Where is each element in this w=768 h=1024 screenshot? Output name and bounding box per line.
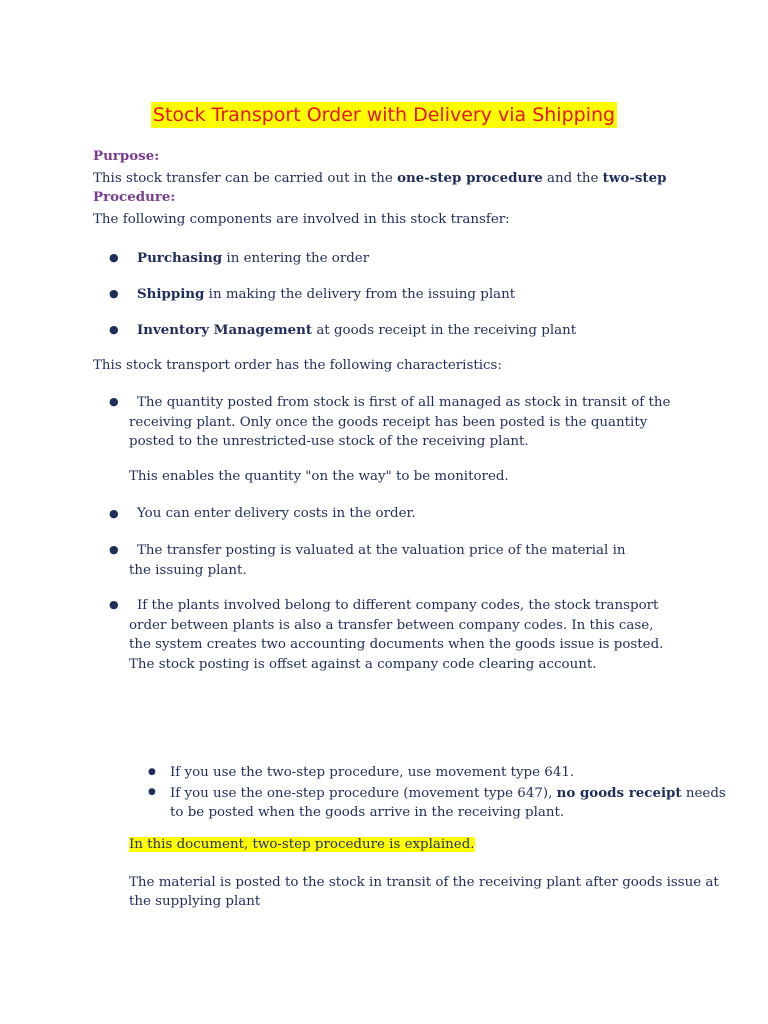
purpose-text-2: and the <box>542 171 603 186</box>
bullet-dot: ● <box>109 543 119 556</box>
bullet-dot: ● <box>148 767 156 777</box>
component-item <box>137 286 515 302</box>
characteristic-paragraph: If the plants involved belong to different company codes, the stock transport order between plants is also a transfer between company codes. In this case, the system creates two accounting documents when the goods issue is posted. The stock posting is offset against a company code clearing account. <box>129 598 664 672</box>
closing-line-2: the supplying plant <box>129 894 261 909</box>
highlight-note <box>129 837 475 852</box>
bullet-dot: ● <box>109 251 119 264</box>
purpose-line <box>93 170 666 186</box>
purpose-label: Purpose: <box>93 148 160 164</box>
characteristic-paragraph: The quantity posted from stock is first of all managed as stock in transit of the receiving plant. Only once the goods receipt has been posted is the quantity posted to the unrestricted-use stock of the receiving plant. <box>129 395 671 449</box>
component-bold: Shipping <box>137 286 205 302</box>
component-item <box>137 322 576 338</box>
bullet-dot: ● <box>109 287 119 300</box>
movement-text-b: needs <box>681 786 726 801</box>
movement-item-1: If you use the two-step procedure, use movement type 641. <box>170 765 575 780</box>
component-bold: Purchasing <box>137 250 223 266</box>
characteristic-paragraph: The transfer posting is valuated at the valuation price of the material in the issuing plant. <box>129 543 626 578</box>
component-text: at goods receipt in the receiving plant <box>312 323 577 338</box>
bullet-dot: ● <box>148 787 156 797</box>
bullet-dot: ● <box>109 598 119 611</box>
bullet-dot: ● <box>109 507 119 520</box>
purpose-text-1: This stock transfer can be carried out in the <box>93 171 398 186</box>
movement-item-2-continued: to be posted when the goods arrive in the receiving plant. <box>170 805 565 820</box>
movement-bold: no goods receipt <box>556 785 682 801</box>
component-text: in making the delivery from the issuing plant <box>204 287 516 302</box>
title-container <box>0 102 768 128</box>
purpose-bold-1: one-step procedure <box>397 170 543 186</box>
characteristics-intro: This stock transport order has the following characteristics: <box>93 358 502 373</box>
characteristic-paragraph: You can enter delivery costs in the order. <box>137 506 416 521</box>
procedure-label: Procedure: <box>93 189 176 205</box>
highlight-text: In this document, two-step procedure is explained. <box>129 837 475 852</box>
closing-line-1: The material is posted to the stock in transit of the receiving plant after goods issue at <box>129 875 719 890</box>
document-title: Stock Transport Order with Delivery via Shipping <box>152 104 616 126</box>
purpose-bold-2: two-step <box>602 170 667 186</box>
characteristic-note: This enables the quantity "on the way" to be monitored. <box>129 469 509 484</box>
components-intro: The following components are involved in this stock transfer: <box>93 212 510 227</box>
component-text: in entering the order <box>222 251 370 266</box>
bullet-dot: ● <box>109 323 119 336</box>
component-item <box>137 250 369 266</box>
movement-text-a: If you use the one-step procedure (movement type 647), <box>170 786 557 801</box>
bullet-dot: ● <box>109 395 119 408</box>
component-bold: Inventory Management <box>137 322 313 338</box>
movement-item-2 <box>170 785 726 801</box>
